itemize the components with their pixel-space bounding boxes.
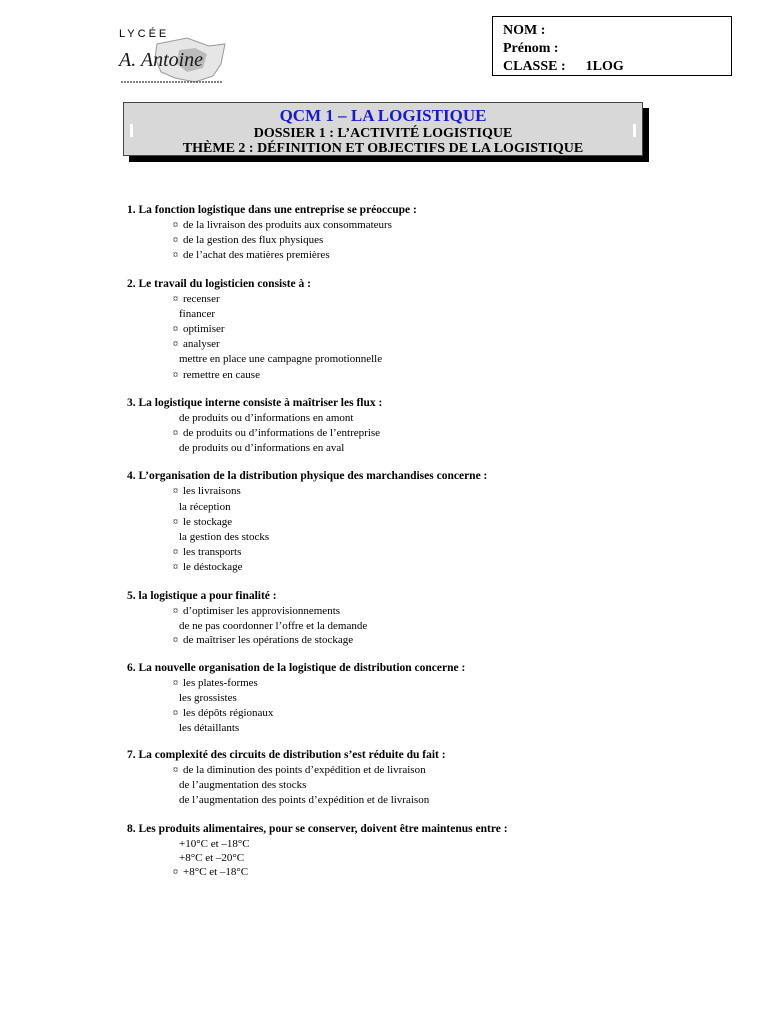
- answer-option[interactable]: [127, 248, 687, 263]
- answer-option-label: +8°C et –20°C: [179, 851, 245, 864]
- selected-marker-icon: ¤: [173, 516, 178, 528]
- answer-option[interactable]: [127, 619, 687, 633]
- document-title: QCM 1 – LA LOGISTIQUE: [279, 106, 487, 125]
- answer-option-label: de produits ou d’informations de l’entreprise: [183, 427, 381, 440]
- answer-option[interactable]: [127, 721, 687, 735]
- answer-option-label: la réception: [179, 500, 231, 513]
- answer-option[interactable]: [127, 837, 687, 851]
- student-id-box: [492, 16, 732, 76]
- question-title: 8. Les produits alimentaires, pour se conserver, doivent être maintenus entre :: [127, 822, 508, 835]
- question-4: [127, 469, 687, 575]
- banner-edge-right: [633, 124, 636, 137]
- selected-marker-icon: ¤: [173, 707, 178, 719]
- question-3: [127, 396, 687, 457]
- logo-caption: LYCÉE: [119, 28, 170, 40]
- answer-option[interactable]: [127, 691, 687, 705]
- selected-marker-icon: ¤: [173, 547, 178, 559]
- nom-label: NOM :: [503, 23, 546, 38]
- question-title: 4. L’organisation de la distribution physique des marchandises concerne :: [127, 470, 488, 483]
- answer-option[interactable]: [127, 560, 687, 575]
- answer-option[interactable]: [127, 352, 687, 367]
- selected-marker-icon: ¤: [173, 339, 178, 351]
- selected-marker-icon: ¤: [173, 250, 178, 262]
- selected-marker-icon: ¤: [173, 324, 178, 336]
- answer-option-label: de l’augmentation des stocks: [179, 779, 307, 792]
- selected-marker-icon: ¤: [173, 562, 178, 574]
- answer-option[interactable]: [127, 233, 687, 248]
- answer-option[interactable]: [127, 530, 687, 545]
- document-subtitle: DOSSIER 1 : L’ACTIVITÉ LOGISTIQUE: [253, 126, 513, 141]
- school-logo: [117, 24, 229, 96]
- answer-options: [127, 763, 687, 809]
- answer-option-label: le stockage: [183, 515, 233, 528]
- document-theme: THÈME 2 : DÉFINITION ET OBJECTIFS DE LA LOGISTIQUE: [182, 141, 584, 156]
- answer-options: [127, 411, 687, 457]
- selected-marker-icon: ¤: [173, 293, 178, 305]
- answer-options: [127, 218, 687, 264]
- answer-option-label: de produits ou d’informations en amont: [179, 411, 354, 424]
- answer-option-label: les livraisons: [183, 485, 241, 498]
- question-8: [127, 822, 687, 881]
- logo-text: A. Antoine: [119, 49, 204, 71]
- answer-option-label: de produits ou d’informations en aval: [179, 442, 345, 455]
- answer-option[interactable]: [127, 484, 687, 499]
- question-title: 2. Le travail du logisticien consiste à :: [127, 277, 311, 290]
- selected-marker-icon: ¤: [173, 678, 178, 690]
- answer-option-label: financer: [179, 307, 216, 320]
- answer-option[interactable]: [127, 337, 687, 352]
- answer-option-label: +10°C et –18°C: [179, 837, 250, 850]
- selected-marker-icon: ¤: [173, 235, 178, 247]
- answer-option[interactable]: [127, 633, 687, 648]
- answer-option-label: de l’achat des matières premières: [183, 249, 330, 262]
- answer-options: [127, 676, 687, 735]
- answer-option-label: le déstockage: [183, 561, 243, 574]
- answer-option-label: de ne pas coordonner l’offre et la demande: [179, 619, 368, 632]
- answer-option-label: de la gestion des flux physiques: [183, 234, 324, 247]
- answer-option[interactable]: [127, 604, 687, 619]
- answer-option-label: les dépôts régionaux: [183, 706, 274, 719]
- answer-option[interactable]: [127, 426, 687, 441]
- answer-option[interactable]: [127, 368, 687, 383]
- answer-option[interactable]: [127, 676, 687, 691]
- answer-option[interactable]: [127, 500, 687, 515]
- answer-option-label: les plates-formes: [183, 677, 258, 690]
- answer-option[interactable]: [127, 218, 687, 233]
- classe-row: [503, 58, 731, 76]
- answer-option-label: +8°C et –18°C: [183, 866, 249, 879]
- question-title: 7. La complexité des circuits de distribution s’est réduite du fait :: [127, 749, 446, 762]
- answer-option-label: les détaillants: [179, 721, 240, 734]
- prenom-label: Prénom :: [503, 41, 559, 56]
- answer-option-label: mettre en place une campagne promotionnelle: [179, 353, 383, 366]
- answer-option-label: optimiser: [183, 323, 225, 336]
- answer-option[interactable]: [127, 292, 687, 307]
- answer-options: [127, 604, 687, 649]
- answer-option-label: analyser: [183, 338, 220, 351]
- answer-option-label: de maîtriser les opérations de stockage: [183, 634, 354, 647]
- answer-option[interactable]: [127, 322, 687, 337]
- nom-row: [503, 22, 731, 40]
- question-6: [127, 661, 687, 735]
- selected-marker-icon: ¤: [173, 486, 178, 498]
- question-title: 6. La nouvelle organisation de la logistique de distribution concerne :: [127, 662, 466, 675]
- answer-option[interactable]: [127, 851, 687, 865]
- classe-label: CLASSE :: [503, 59, 566, 74]
- title-banner: [123, 102, 643, 156]
- answer-option-label: recenser: [183, 292, 220, 305]
- selected-marker-icon: ¤: [173, 765, 178, 777]
- question-list: [127, 203, 687, 880]
- answer-option[interactable]: [127, 411, 687, 426]
- answer-option-label: remettre en cause: [183, 368, 260, 381]
- school-logo-graphic: [117, 24, 229, 96]
- answer-options: [127, 292, 687, 383]
- answer-option[interactable]: [127, 545, 687, 560]
- question-title: 5. la logistique a pour finalité :: [127, 589, 277, 602]
- answer-option[interactable]: [127, 515, 687, 530]
- answer-option[interactable]: [127, 793, 687, 808]
- answer-options: [127, 837, 687, 881]
- question-title: 1. La fonction logistique dans une entreprise se préoccupe :: [127, 204, 417, 216]
- banner-edge-left: [130, 124, 133, 137]
- question-7: [127, 748, 687, 809]
- answer-option-label: de la diminution des points d’expédition et de livraison: [183, 764, 426, 777]
- selected-marker-icon: ¤: [173, 635, 178, 647]
- answer-option[interactable]: [127, 307, 687, 322]
- answer-option[interactable]: [127, 778, 687, 793]
- selected-marker-icon: ¤: [173, 369, 178, 381]
- question-title: 3. La logistique interne consiste à maîtriser les flux :: [127, 396, 383, 409]
- prenom-row: [503, 40, 731, 58]
- answer-option[interactable]: [127, 441, 687, 456]
- selected-marker-icon: ¤: [173, 220, 178, 231]
- answer-option-label: de la livraison des produits aux consommateurs: [183, 219, 392, 231]
- answer-option[interactable]: [127, 865, 687, 880]
- answer-option-label: d’optimiser les approvisionnements: [183, 604, 341, 617]
- answer-options: [127, 484, 687, 575]
- selected-marker-icon: ¤: [173, 867, 178, 879]
- answer-option-label: les grossistes: [179, 692, 237, 705]
- question-5: [127, 589, 687, 649]
- answer-option-label: les transports: [183, 546, 242, 559]
- selected-marker-icon: ¤: [173, 428, 178, 440]
- answer-option[interactable]: [127, 706, 687, 721]
- classe-value: 1LOG: [585, 59, 624, 74]
- answer-option-label: la gestion des stocks: [179, 531, 270, 544]
- answer-option[interactable]: [127, 763, 687, 778]
- question-2: [127, 277, 687, 383]
- answer-option-label: de l’augmentation des points d’expédition et de livraison: [179, 794, 430, 807]
- selected-marker-icon: ¤: [173, 605, 178, 617]
- question-1: [127, 203, 687, 264]
